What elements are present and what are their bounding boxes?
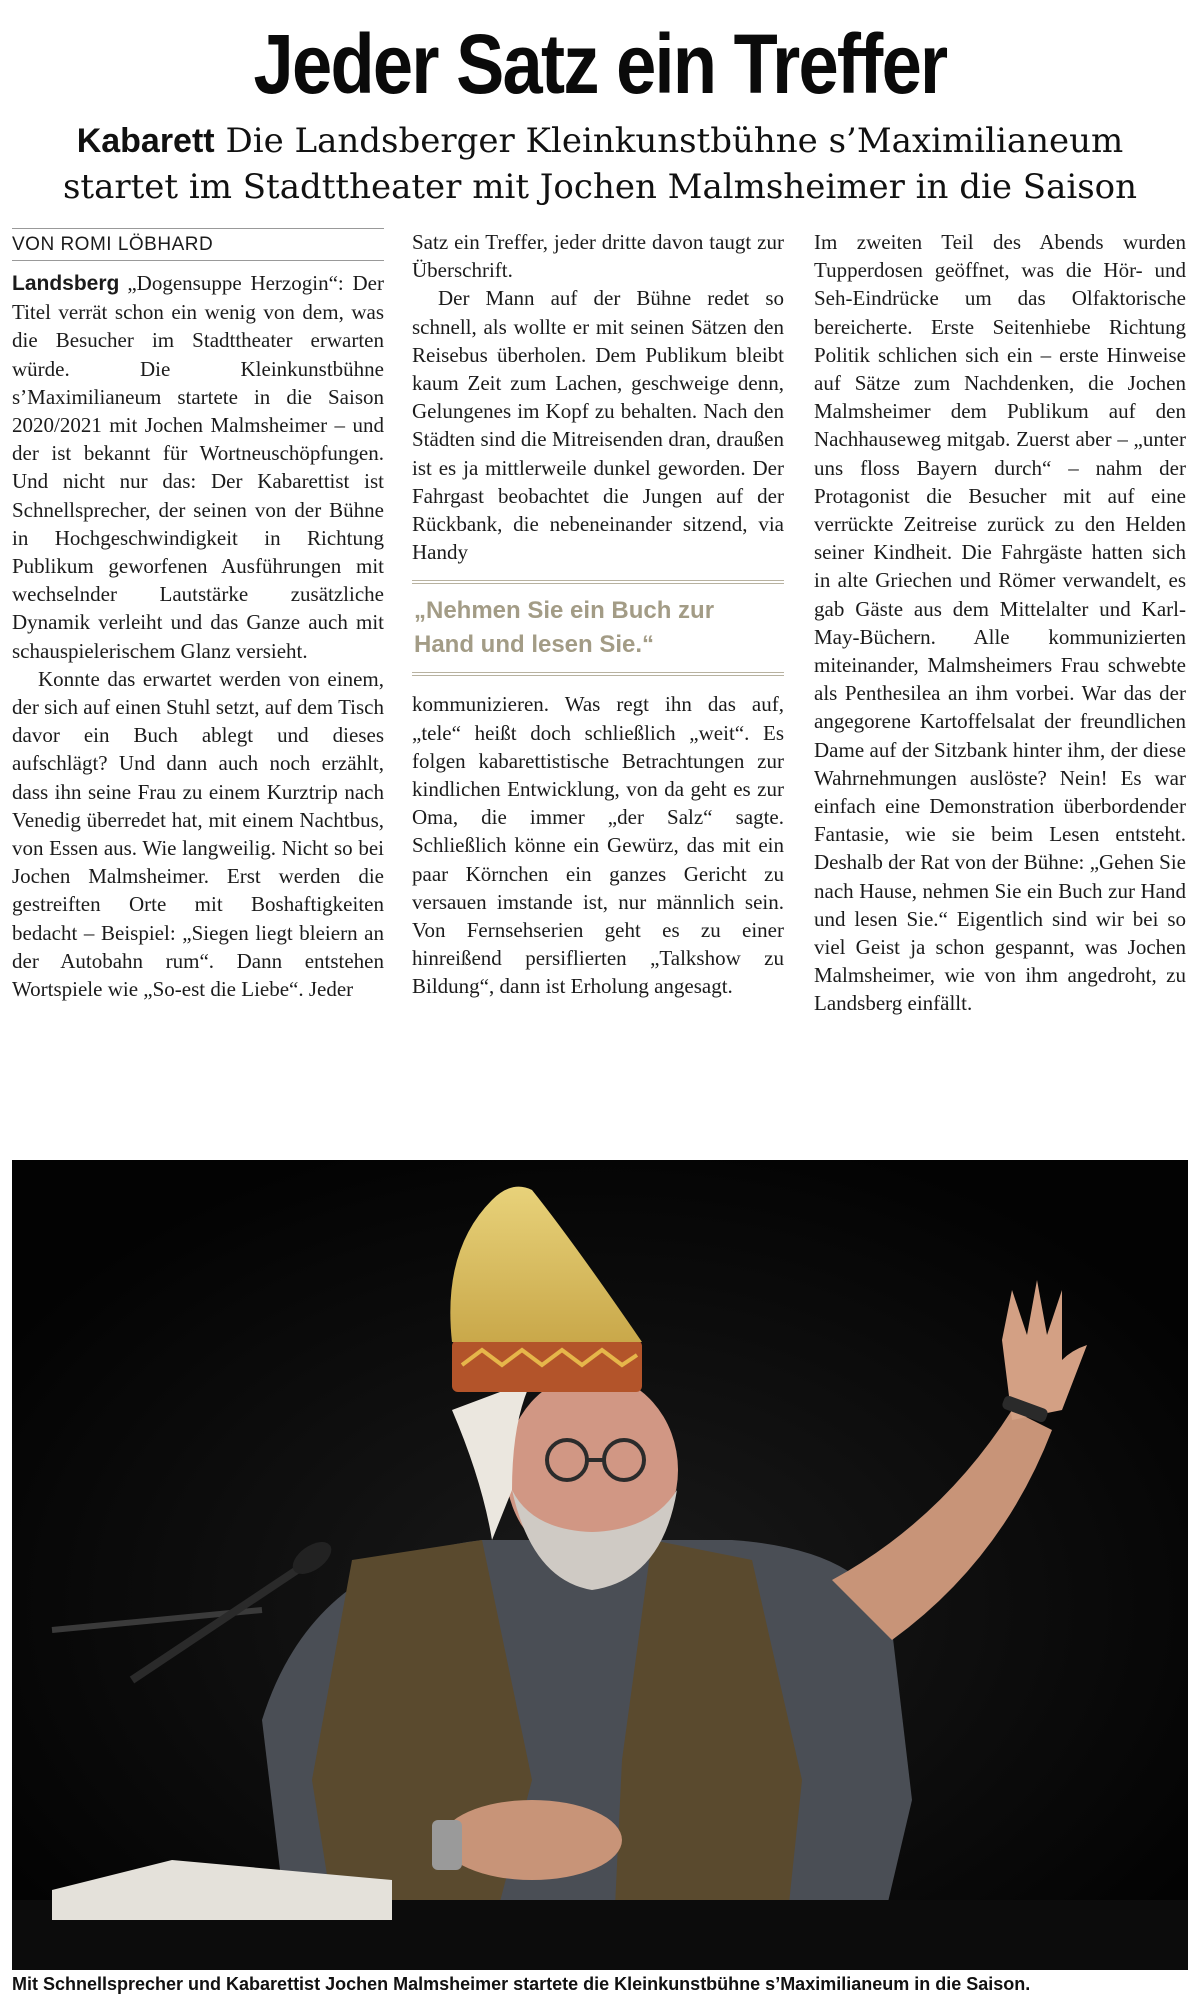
paragraph [12, 269, 384, 665]
performer-photo-illustration [12, 1160, 1188, 1970]
headline: Jeder Satz ein Treffer [253, 17, 947, 111]
paragraph: kommunizieren. Was regt ihn das auf, „tele“ heißt doch schließlich „weit“. Es folgen kabarettistische Betrachtungen zur kindlichen Entwicklung, von da geht es zur Oma, die immer „der Salz“ sagte. Schließlich könne ein Gewürz, das mit ein paar Körnchen ein ganzes Gericht zu versauen imstande ist, nur männlich sein. Von Fernsehserien geht es zu einer hinreißend persiflierten „Talkshow zu Bildung“, dann ist Erholung angesagt. [412, 692, 784, 999]
paragraph-text: „Dogensuppe Herzogin“: Der Titel verrät schon ein wenig von dem, was die Besucher im Stadttheater erwarten würde. Die Kleinkunstbühne s’Maximilianeum startete in die Saison 2020/2021 mit Jochen Malmsheimer – und der ist bekannt für Wortneuschöpfungen. Und nicht nur das: Der Kabarettist ist Schnellsprecher, der seinen von der Bühne in Hochgeschwindigkeit in Richtung Publikum geworfenen Ausführungen mit wechselnder Lautstärke zusätzliche Dynamik verleiht und das Ganze auch mit schauspielerischem Glanz versieht. [12, 271, 384, 663]
paragraph: Konnte das erwartet werden von einem, der sich auf einen Stuhl setzt, auf dem Tisch davor ein Buch ablegt und dieses aufschlägt? Und dann auch noch erzählt, dass ihn seine Frau zu einem Kurztrip nach Venedig überredet hat, mit einem Nachtbus, von Essen aus. Wie langweilig. Nicht so bei Jochen Malmsheimer. Erst werden die gestreiften Orte mit Boshaftigkeiten bedacht – Beispiel: „Siegen liegt bleiern an der Autobahn rum“. Dann entstehen Wortspiele wie „So-est die Liebe“. Jeder [12, 666, 384, 1002]
performer-hand-table [442, 1800, 622, 1880]
rubric-label: Kabarett [76, 122, 215, 160]
byline: VON ROMI LÖBHARD [12, 228, 384, 261]
photo-caption: Mit Schnellsprecher und Kabarettist Jochen Malmsheimer startete die Kleinkunstbühne s’Maximilianeum in die Saison. [12, 1974, 1031, 1994]
article-column-1 [12, 228, 384, 1003]
article-column-3 [814, 228, 1186, 1018]
performer-hat-band [452, 1340, 642, 1392]
article-column-2 [412, 228, 784, 1001]
paragraph: Satz ein Treffer, jeder dritte davon taugt zur Überschrift. [412, 230, 784, 283]
pull-quote: „Nehmen Sie ein Buch zur Hand und lesen Sie.“ [412, 580, 784, 676]
subheadline-text: Die Landsberger Kleinkunstbühne s’Maximilianeum startet im Stadttheater mit Jochen Malmsheimer in die Saison [62, 121, 1138, 207]
subheadline [20, 118, 1180, 210]
dateline: Landsberg [12, 272, 120, 295]
paragraph: Im zweiten Teil des Abends wurden Tupperdosen geöffnet, was die Hör- und Seh-Eindrücke um das Olfaktorische bereicherte. Erste Seitenhiebe Richtung Politik schlichen sich ein – erste Hinweise auf Sätze zum Nachdenken, die Jochen Malmsheimer dem Publikum auf den Nachhauseweg mitgab. Zuerst aber – „unter uns floss Bayern durch“ – nahm der Protagonist die Besucher mit auf eine verrückte Zeitreise zurück zu den Helden seiner Kindheit. Die Fahrgäste hatten sich in alte Griechen und Römer verwandelt, es gab Gäste aus dem Mittelalter und Karl-May-Büchern. Alle kommunizierten miteinander, Malmsheimers Frau schwebte als Penthesilea an ihm vorbei. War das der angegorene Kartoffelsalat der freundlichen Dame auf der Sitzbank hinter ihm, der diese Wahrnehmungen auslöste? Nein! Es war einfach eine Demonstration überbordender Fantasie, wie sie beim Lesen entsteht. Deshalb der Rat von der Bühne: „Gehen Sie nach Hause, nehmen Sie ein Buch zur Hand und lesen Sie.“ Eigentlich sind wir bei so viel Geist ja schon gespannt, was Jochen Malmsheimer, wie von ihm angedroht, zu Landsberg einfällt. [814, 230, 1186, 1016]
paragraph: Der Mann auf der Bühne redet so schnell, als wollte er mit seinen Sätzen den Reisebus überholen. Dem Publikum bleibt kaum Zeit zum Lachen, geschweige denn, Gelungenes im Kopf zu behalten. Nach den Städten sind die Mitreisenden dran, draußen ist es ja mittlerweile dunkel geworden. Der Fahrgast beobachtet die Jungen auf der Rückbank, die nebeneinander sitzend, via Handy [412, 286, 784, 565]
article-photo [12, 1160, 1188, 1970]
bracelet-icon [432, 1820, 462, 1870]
